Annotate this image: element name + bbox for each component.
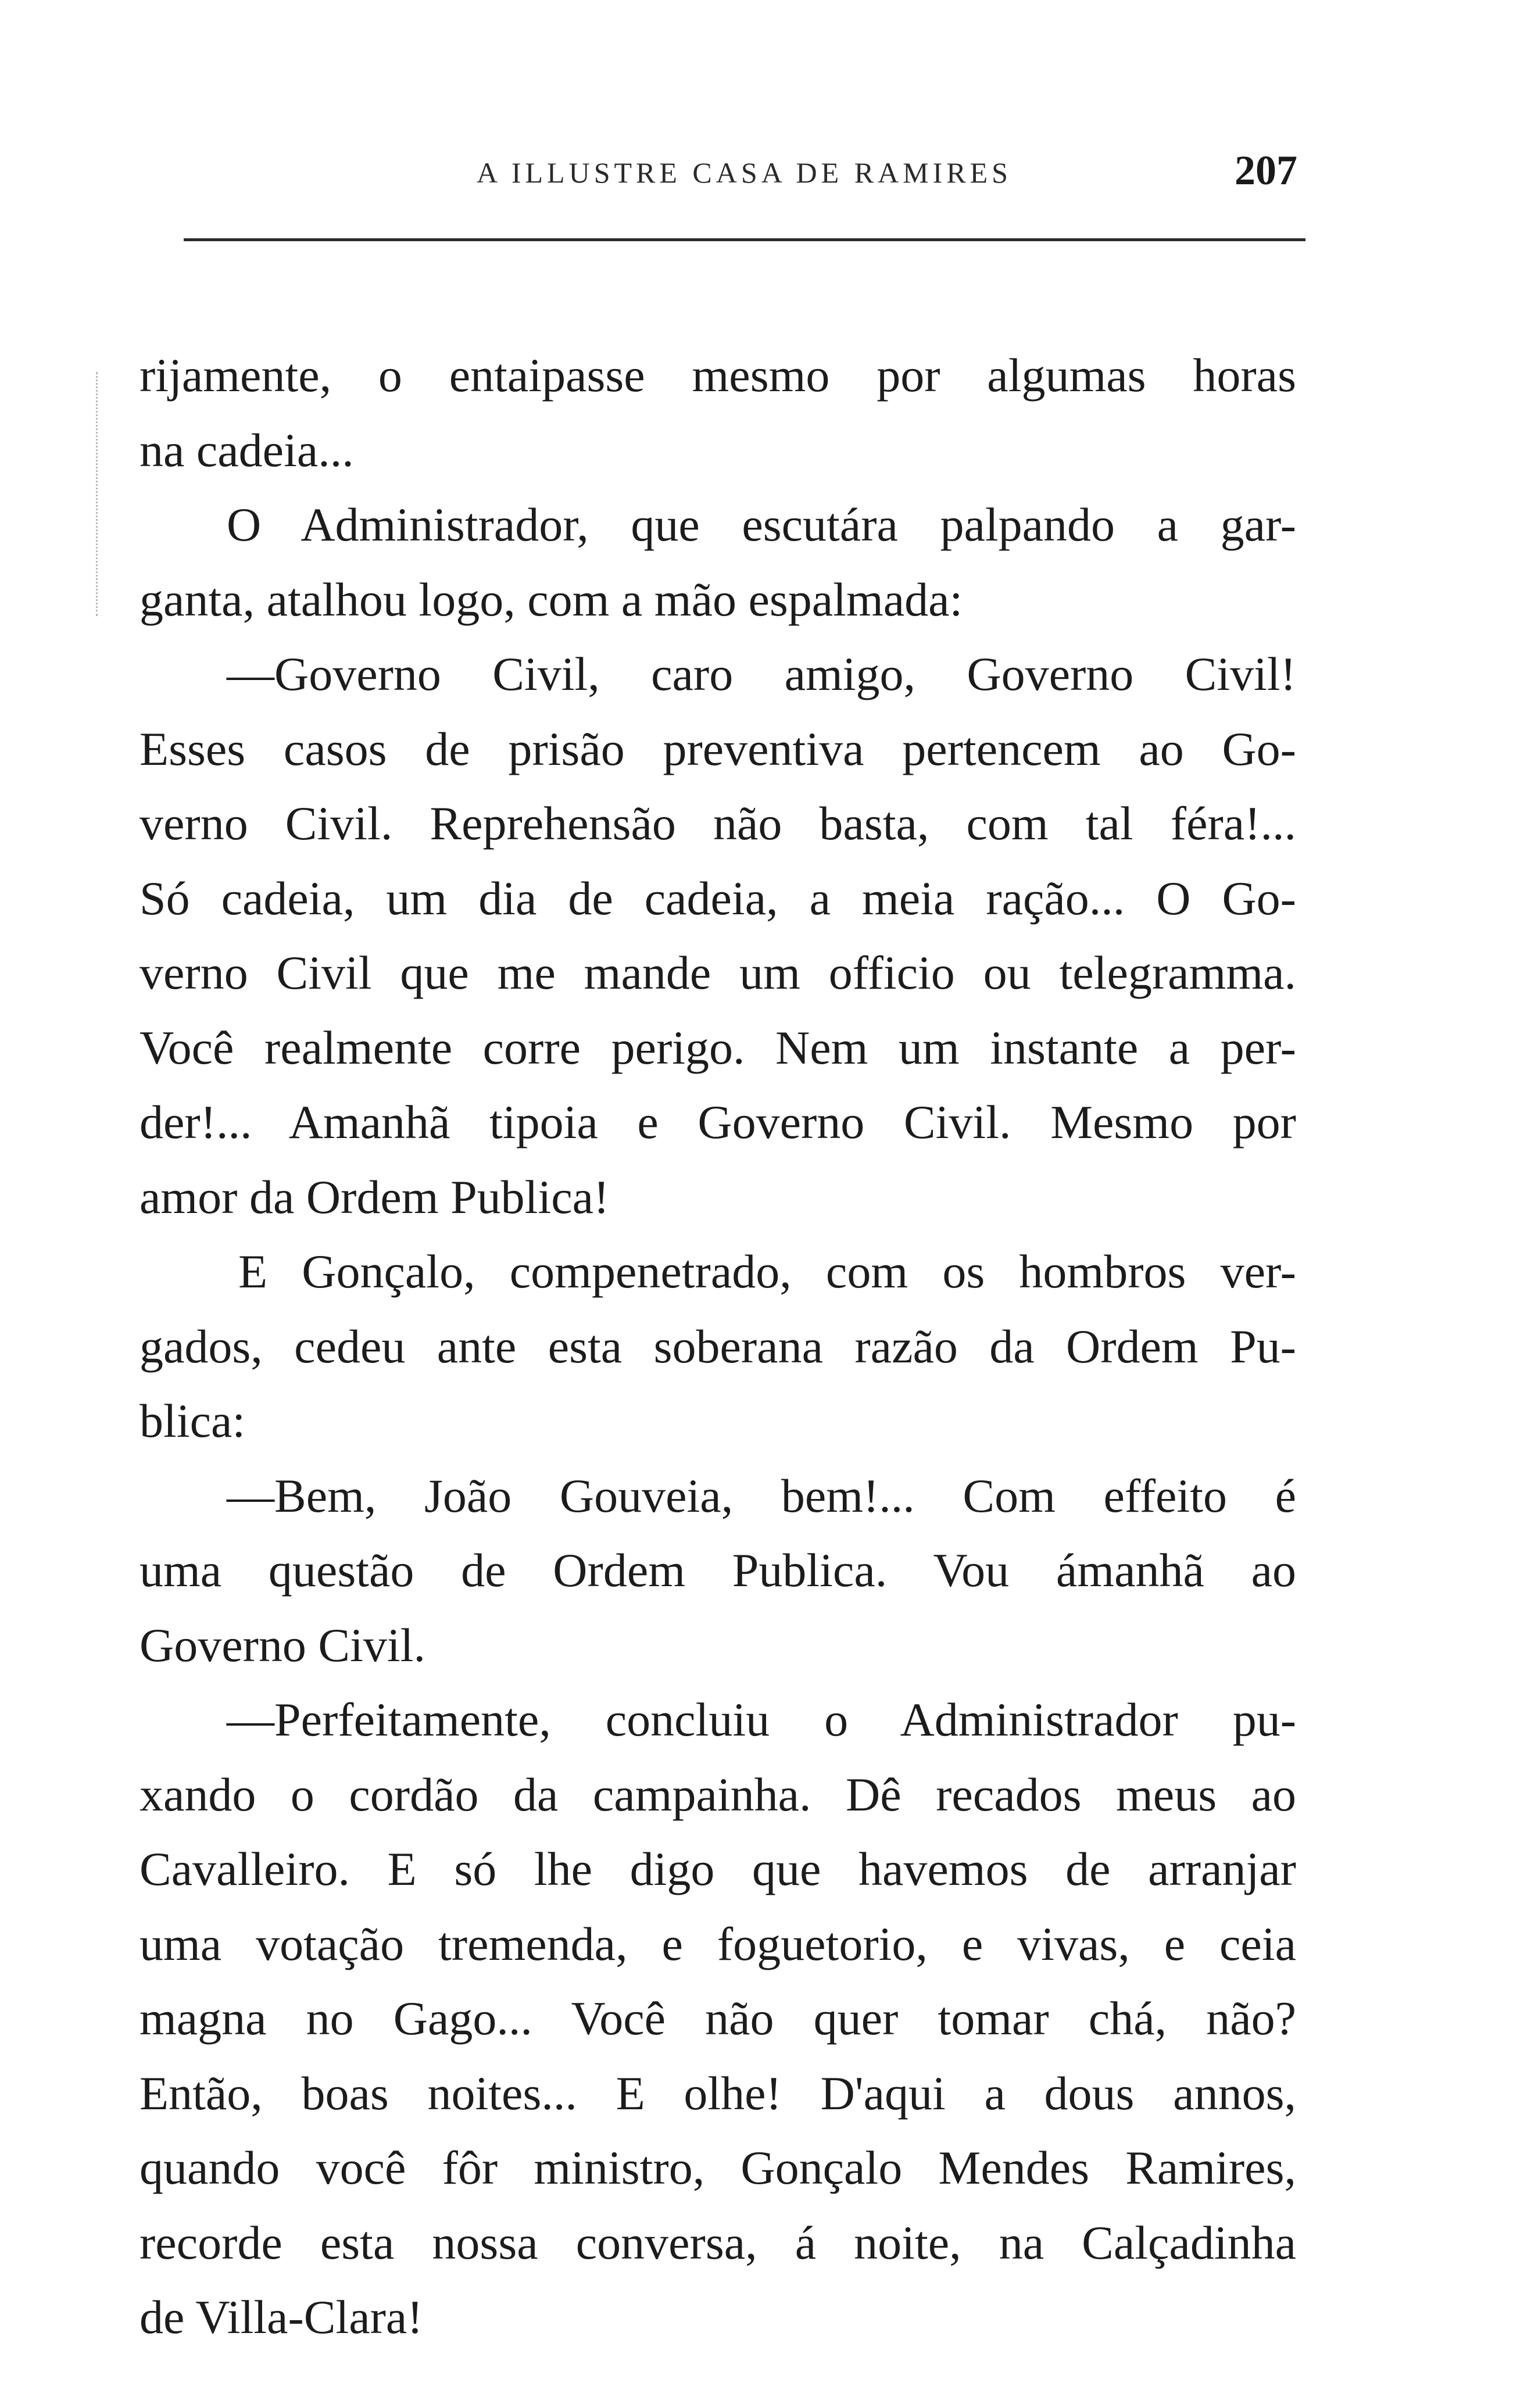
- text-line: rijamente, o entaipasse mesmo por algumas horas: [139, 349, 1296, 402]
- text-line: —Bem, João Gouveia, bem!... Com effeito é: [227, 1469, 1296, 1522]
- body-text: [139, 338, 1296, 2355]
- text-line: ganta, atalhou logo, com a mão espalmada:: [139, 573, 963, 626]
- text-line: der!... Amanhã tipoia e Governo Civil. Mesmo por: [139, 1096, 1296, 1148]
- text-line: amor da Ordem Publica!: [139, 1170, 610, 1223]
- text-line: E Gonçalo, compenetrado, com os hombros ver-: [238, 1245, 1296, 1298]
- text-line: —Perfeitamente, concluiu o Administrador pu-: [227, 1693, 1296, 1746]
- text-line: Cavalleiro. E só lhe digo que havemos de arranjar: [139, 1842, 1296, 1895]
- text-line: Então, boas noites... E olhe! D'aqui a dous annos,: [139, 2066, 1296, 2120]
- text-line: recorde esta nossa conversa, á noite, na Calçadinha: [139, 2216, 1296, 2269]
- header-rule: [184, 238, 1305, 241]
- text-line: de Villa-Clara!: [139, 2291, 423, 2343]
- text-line: Esses casos de prisão preventiva pertencem ao Go-: [139, 722, 1296, 775]
- text-line: verno Civil. Reprehensão não basta, com tal féra!...: [139, 797, 1296, 850]
- text-line: Só cadeia, um dia de cadeia, a meia ração... O Go-: [139, 871, 1296, 925]
- text-line: uma votação tremenda, e foguetorio, e vivas, e ceia: [139, 1917, 1296, 1970]
- text-line: quando você fôr ministro, Gonçalo Mendes Ramires,: [139, 2141, 1296, 2194]
- text-line: gados, cedeu ante esta soberana razão da Ordem Pu-: [139, 1319, 1296, 1373]
- running-title: A ILLUSTRE CASA DE RAMIRES: [477, 156, 1012, 189]
- text-line: xando o cordão da campainha. Dê recados meus ao: [139, 1767, 1296, 1821]
- margin-specks: [96, 372, 102, 616]
- page-number: 207: [1235, 147, 1297, 194]
- text-line: O Administrador, que escutára palpando a gar-: [227, 498, 1296, 551]
- text-line: —Governo Civil, caro amigo, Governo Civil!: [227, 647, 1296, 700]
- text-line: Você realmente corre perigo. Nem um instante a per-: [139, 1021, 1296, 1074]
- text-line: uma questão de Ordem Publica. Vou ámanhã ao: [139, 1544, 1296, 1597]
- text-line: verno Civil que me mande um officio ou telegramma.: [139, 946, 1296, 999]
- text-line: blica:: [139, 1394, 246, 1447]
- text-line: magna no Gago... Você não quer tomar chá, não?: [139, 1992, 1296, 2045]
- text-line: na cadeia...: [139, 423, 354, 477]
- text-line: Governo Civil.: [139, 1618, 425, 1672]
